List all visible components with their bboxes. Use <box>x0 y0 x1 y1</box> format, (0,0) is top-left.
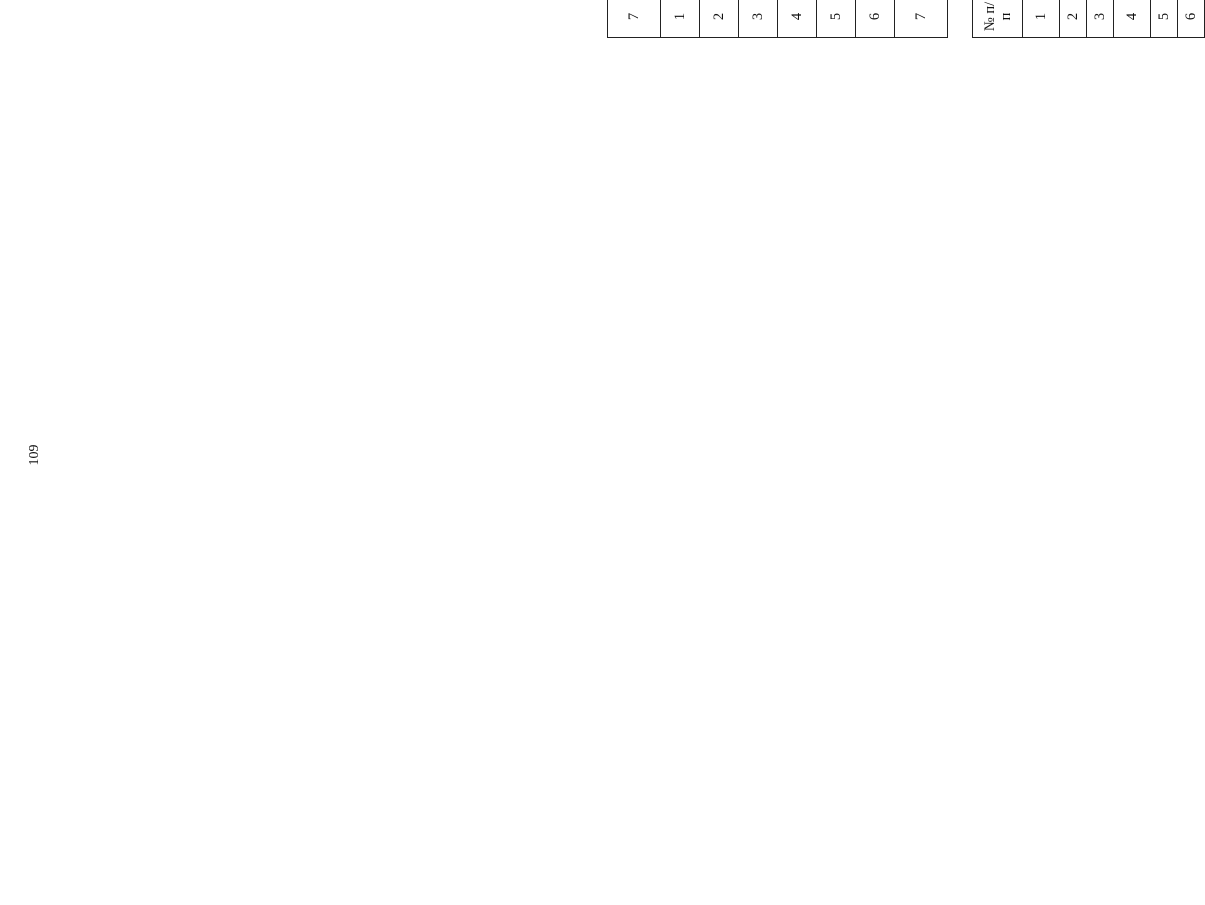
row-number: 5 <box>1151 0 1178 38</box>
table-row <box>856 0 895 38</box>
row-number: 6 <box>1178 0 1205 38</box>
row-number: 3 <box>1087 0 1114 38</box>
row-number: 2 <box>1060 0 1087 38</box>
table-row <box>1178 0 1205 38</box>
row-number: 2 <box>700 0 739 38</box>
page-number: 109 <box>27 444 42 466</box>
table-row <box>1060 0 1087 38</box>
table-row <box>778 0 817 38</box>
table-row <box>817 0 856 38</box>
row-number: 1 <box>661 0 700 38</box>
combination-table-body <box>1023 0 1205 38</box>
row-number: 4 <box>778 0 817 38</box>
staffing-table-body <box>608 0 948 38</box>
table-row <box>1023 0 1060 38</box>
table-row <box>1114 0 1151 38</box>
table-row <box>895 0 948 38</box>
combination-coefficient-table <box>972 0 1205 38</box>
row-number: 6 <box>856 0 895 38</box>
row-number: 4 <box>1114 0 1151 38</box>
row-number: 3 <box>739 0 778 38</box>
table-row <box>1087 0 1114 38</box>
rotated-content <box>607 0 1199 38</box>
header-number: № п/п <box>973 0 1023 38</box>
indicator-caption <box>948 0 972 38</box>
row-number: 7 <box>895 0 948 38</box>
table-row <box>661 0 700 38</box>
table-row <box>700 0 739 38</box>
table-row <box>1151 0 1178 38</box>
table-row <box>608 0 661 38</box>
row-number: 5 <box>817 0 856 38</box>
row-number: 1 <box>1023 0 1060 38</box>
table-row <box>739 0 778 38</box>
staffing-table <box>607 0 948 38</box>
row-number: 7 <box>608 0 661 38</box>
